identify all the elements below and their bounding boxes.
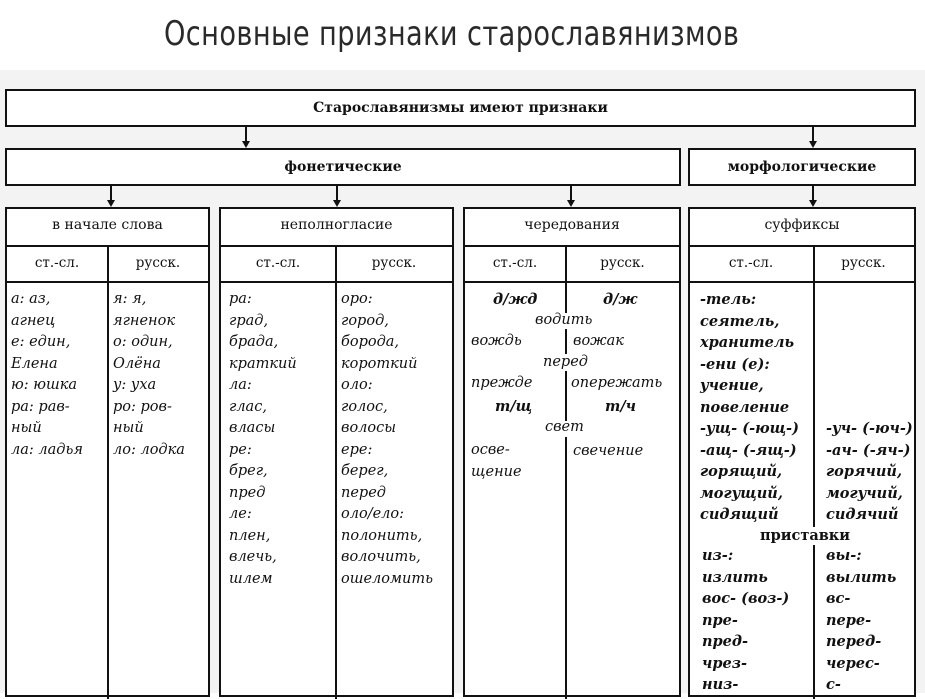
arrow	[809, 200, 817, 207]
word-svechenie: свечение	[573, 443, 644, 459]
word-vozhd: вождь	[471, 333, 522, 349]
divider	[690, 281, 914, 283]
divider	[565, 437, 567, 699]
connector	[812, 186, 814, 200]
page-title: Основные признаки старославянизмов	[164, 14, 740, 54]
suffix-left: -тель: сеятель, хранитель -ени (е): учение, повеление -ущ- (-ющ-) -ащ- (-ящ-) горящий, могущий, сидящий	[700, 291, 799, 523]
column-title: в начале слова	[52, 217, 163, 233]
phonetic-label: фонетические	[284, 159, 402, 175]
word-osveschenie: осве- щение	[471, 442, 522, 480]
alt-dzh: д/ж	[603, 291, 638, 308]
divider	[565, 283, 567, 313]
sub-right: русск.	[135, 255, 181, 271]
arrow	[809, 141, 817, 148]
connector	[812, 127, 814, 141]
column-title: суффиксы	[764, 217, 840, 233]
connector	[245, 127, 247, 141]
divider	[465, 281, 679, 283]
suffix-right: -уч- (-юч-) -ач- (-яч-) горячий, могучий, сидячий	[826, 420, 913, 523]
morphological-box	[688, 148, 916, 186]
divider	[690, 245, 914, 247]
column-title: неполногласие	[280, 217, 393, 233]
alt-dzhd: д/жд	[493, 291, 538, 308]
nepolno-left: ра: град, брада, краткий ла: глас, власы ре: брег, пред ле: плен, влечь, шлем	[229, 291, 297, 587]
diagram-sheet	[0, 70, 925, 693]
divider	[335, 245, 337, 699]
connector	[110, 186, 112, 200]
divider	[465, 245, 679, 247]
alt-tsch: т/щ	[495, 398, 533, 415]
prefixes-title: приставки	[760, 527, 851, 544]
nepolno-right: оро: город, борода, короткий оло: голос, волосы ере: берег, перед оло/ело: полонить, волочить, ошеломить	[341, 291, 434, 587]
sub-right: русск.	[371, 255, 417, 271]
column-title: чередования	[524, 217, 620, 233]
sub-left: ст.-сл.	[492, 255, 538, 271]
sub-left: ст.-сл.	[728, 255, 774, 271]
divider	[813, 245, 815, 527]
divider	[107, 245, 109, 699]
divider	[565, 245, 567, 283]
connector	[570, 186, 572, 200]
arrow	[333, 200, 341, 207]
word-pered: перед	[543, 354, 588, 370]
root-box	[5, 89, 916, 127]
column-start	[5, 207, 210, 697]
root-label: Старославянизмы имеют признаки	[313, 100, 608, 116]
connector	[336, 186, 338, 200]
prefix-left: из-: излить вос- (воз-) пре- пред- чрез- низ-	[702, 547, 790, 693]
divider	[813, 545, 815, 699]
alt-tch: т/ч	[605, 398, 637, 415]
sub-right: русск.	[841, 255, 886, 271]
sub-left: ст.-сл.	[34, 255, 80, 271]
prefix-right: вы-: вылить вс- пере- перед- черес- с-	[826, 547, 897, 693]
arrow	[242, 141, 250, 148]
divider	[565, 329, 567, 354]
word-operezhat: опережать	[571, 375, 663, 391]
arrow	[107, 200, 115, 207]
arrow	[567, 200, 575, 207]
sub-right: русск.	[600, 255, 645, 271]
column-cheredovania	[463, 207, 681, 697]
sub-left: ст.-сл.	[255, 255, 301, 271]
phonetic-box	[5, 148, 681, 186]
word-vozhak: вожак	[573, 333, 624, 349]
word-vodit: водить	[535, 312, 593, 328]
column-nepolno	[219, 207, 454, 697]
title-bar	[0, 0, 925, 70]
word-prezhde: прежде	[471, 375, 533, 391]
column-suffixes	[688, 207, 916, 697]
start-right: я: я, ягненок о: один, Олёна у: уха ро: ров- ный ло: лодка	[113, 291, 185, 458]
divider	[565, 371, 567, 421]
word-svet: свет	[545, 419, 584, 435]
start-left: а: аз, агнец е: един, Елена ю: юшка ра: рав- ный ла: ладья	[11, 291, 83, 458]
morphological-label: морфологические	[727, 159, 877, 175]
